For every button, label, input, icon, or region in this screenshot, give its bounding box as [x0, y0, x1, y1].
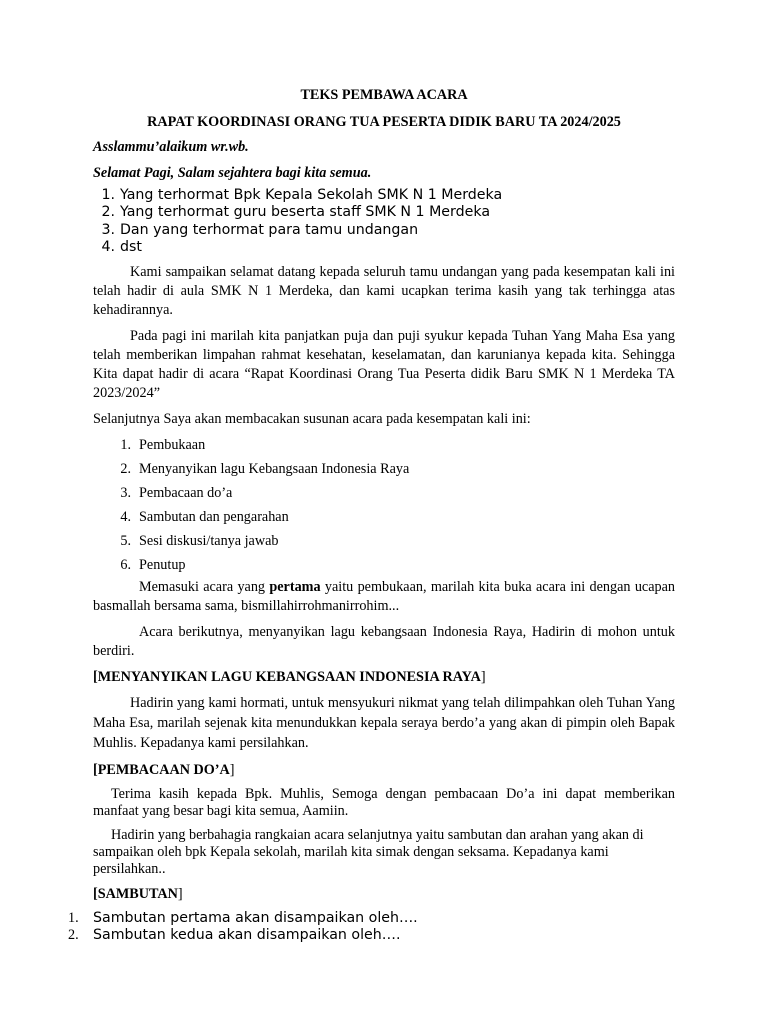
list-item: 1. Sambutan pertama akan disampaikan oleh….	[68, 909, 418, 926]
list-item: 2. Menyanyikan lagu Kebangsaan Indonesia Raya	[120, 460, 410, 477]
list-item: 5. Sesi diskusi/tanya jawab	[120, 532, 279, 549]
honorifics-list	[93, 187, 675, 257]
list-item: 3. Pembacaan do’a	[120, 484, 233, 501]
thanks-paragraph: Terima kasih kepada Bpk. Muhlis, Semoga dengan pembacaan Do’a ini dapat memberikan manfaat yang besar bagi kita semua, Aamiin.	[93, 785, 675, 819]
list-item: 1. Yang terhormat Bpk Kepala Sekolah SMK N 1 Merdeka	[101, 187, 503, 203]
document-subtitle: RAPAT KOORDINASI ORANG TUA PESERTA DIDIK BARU TA 2024/2025	[147, 114, 621, 130]
document-title: TEKS PEMBAWA ACARA	[300, 87, 468, 103]
greeting-salam: Asslammu’alaikum wr.wb.	[93, 139, 249, 155]
agenda-list	[93, 436, 675, 580]
speech-list	[68, 910, 675, 945]
list-item: 4. dst	[101, 239, 142, 256]
list-item: 2. Yang terhormat guru beserta staff SMK N 1 Merdeka	[101, 204, 491, 221]
list-item: 4. Sambutan dan pengarahan	[120, 508, 289, 525]
gratitude-paragraph: Pada pagi ini marilah kita panjatkan puja dan puji syukur kepada Tuhan Yang Maha Esa yang telah memberikan limpahan rahmat kesehatan, keselamatan, dan karunianya kepada kita. Sehingga Kita dapat hadir di acara “Rapat Koordinasi Orang Tua Peserta didik Baru SMK N 1 Merdeka TA 2023/2024”	[93, 327, 675, 401]
section-heading-anthem: [MENYANYIKAN LAGU KEBANGSAAN INDONESIA RAYA]	[93, 668, 486, 685]
prayer-intro-paragraph: Hadirin yang kami hormati, untuk mensyukuri nikmat yang telah dilimpahkan oleh Tuhan Yang Maha Esa, marilah sejenak kita menundukkan kepala seraya berdo’a yang akan di pimpin oleh Bapak Muhlis. Kepadanya kami persilahkan.	[93, 694, 675, 751]
next-agenda-paragraph: Hadirin yang berbahagia rangkaian acara selanjutnya yaitu sambutan dan arahan yang akan di sampaikan oleh bpk Kepala sekolah, marilah kita simak dengan seksama. Kepadanya kami persilahkan..	[93, 826, 644, 877]
section-heading-speech: [SAMBUTAN]	[93, 885, 183, 902]
list-item: 1. Pembukaan	[120, 436, 206, 453]
section-heading-prayer: [PEMBACAAN DO’A]	[93, 761, 235, 778]
list-item: 6. Penutup	[120, 556, 186, 573]
agenda-intro: Selanjutnya Saya akan membacakan susunan acara pada kesempatan kali ini:	[93, 410, 531, 427]
greeting-morning: Selamat Pagi, Salam sejahtera bagi kita semua.	[93, 165, 372, 181]
list-item: 3. Dan yang terhormat para tamu undangan	[101, 221, 419, 238]
anthem-paragraph: Acara berikutnya, menyanyikan lagu kebangsaan Indonesia Raya, Hadirin di mohon untuk berdiri.	[93, 623, 675, 659]
document-page	[68, 86, 675, 944]
welcome-paragraph: Kami sampaikan selamat datang kepada seluruh tamu undangan yang pada kesempatan kali ini telah hadir di aula SMK N 1 Merdeka, dan kami ucapkan terima kasih yang tak terhingga atas kehadirannya.	[93, 263, 675, 318]
list-item: 2. Sambutan kedua akan disampaikan oleh….	[68, 927, 401, 944]
opening-paragraph: Memasuki acara yang pertama yaitu pembukaan, marilah kita buka acara ini dengan ucapan basmallah bersama sama, bismillahirrohmanirrohim...	[93, 578, 675, 614]
